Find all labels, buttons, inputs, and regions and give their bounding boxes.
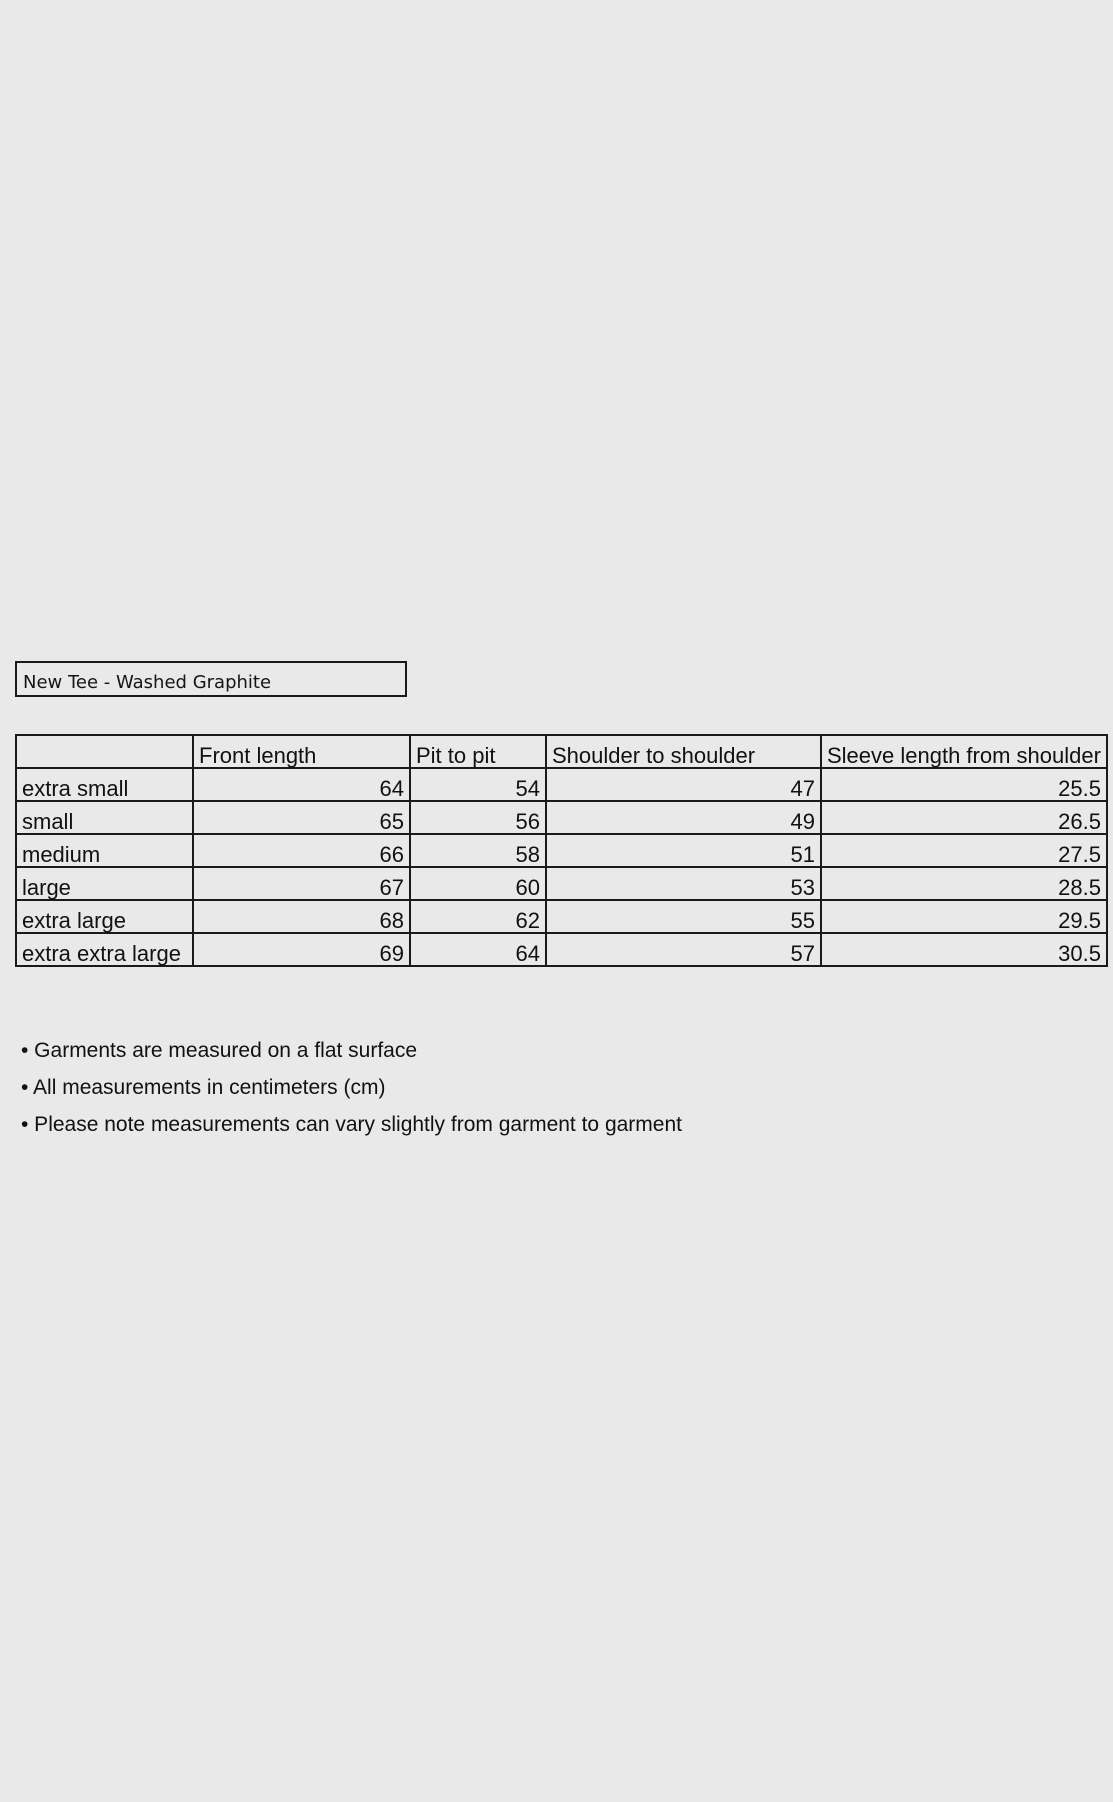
shoulder-value: 47 bbox=[546, 768, 821, 801]
header-front-length: Front length bbox=[193, 735, 410, 768]
front-length-value: 69 bbox=[193, 933, 410, 966]
table-row bbox=[16, 900, 1107, 933]
table-row bbox=[16, 933, 1107, 966]
size-label: large bbox=[16, 867, 193, 900]
table-header-row bbox=[16, 735, 1107, 768]
size-label: extra small bbox=[16, 768, 193, 801]
sleeve-value: 25.5 bbox=[821, 768, 1107, 801]
pit-to-pit-value: 54 bbox=[410, 768, 546, 801]
pit-to-pit-value: 64 bbox=[410, 933, 546, 966]
header-sleeve-length: Sleeve length from shoulder bbox=[821, 735, 1107, 768]
table-row bbox=[16, 801, 1107, 834]
table-row bbox=[16, 768, 1107, 801]
front-length-value: 65 bbox=[193, 801, 410, 834]
sleeve-value: 26.5 bbox=[821, 801, 1107, 834]
size-label: extra extra large bbox=[16, 933, 193, 966]
front-length-value: 67 bbox=[193, 867, 410, 900]
size-chart-table bbox=[15, 734, 1108, 967]
front-length-value: 64 bbox=[193, 768, 410, 801]
note-flat-surface: • Garments are measured on a flat surface bbox=[21, 1039, 418, 1062]
table-row bbox=[16, 834, 1107, 867]
size-label: extra large bbox=[16, 900, 193, 933]
size-label: small bbox=[16, 801, 193, 834]
sleeve-value: 30.5 bbox=[821, 933, 1107, 966]
pit-to-pit-value: 62 bbox=[410, 900, 546, 933]
shoulder-value: 49 bbox=[546, 801, 821, 834]
measurement-notes bbox=[21, 1036, 682, 1147]
pit-to-pit-value: 58 bbox=[410, 834, 546, 867]
shoulder-value: 57 bbox=[546, 933, 821, 966]
shoulder-value: 53 bbox=[546, 867, 821, 900]
sleeve-value: 28.5 bbox=[821, 867, 1107, 900]
front-length-value: 68 bbox=[193, 900, 410, 933]
sleeve-value: 27.5 bbox=[821, 834, 1107, 867]
header-pit-to-pit: Pit to pit bbox=[410, 735, 546, 768]
pit-to-pit-value: 60 bbox=[410, 867, 546, 900]
product-title: New Tee - Washed Graphite bbox=[15, 661, 407, 697]
shoulder-value: 55 bbox=[546, 900, 821, 933]
note-units: • All measurements in centimeters (cm) bbox=[21, 1076, 386, 1099]
header-shoulder-to-shoulder: Shoulder to shoulder bbox=[546, 735, 821, 768]
note-variation: • Please note measurements can vary slightly from garment to garment bbox=[21, 1113, 682, 1136]
shoulder-value: 51 bbox=[546, 834, 821, 867]
table-row bbox=[16, 867, 1107, 900]
pit-to-pit-value: 56 bbox=[410, 801, 546, 834]
front-length-value: 66 bbox=[193, 834, 410, 867]
header-cell-empty bbox=[16, 735, 193, 768]
size-label: medium bbox=[16, 834, 193, 867]
sleeve-value: 29.5 bbox=[821, 900, 1107, 933]
